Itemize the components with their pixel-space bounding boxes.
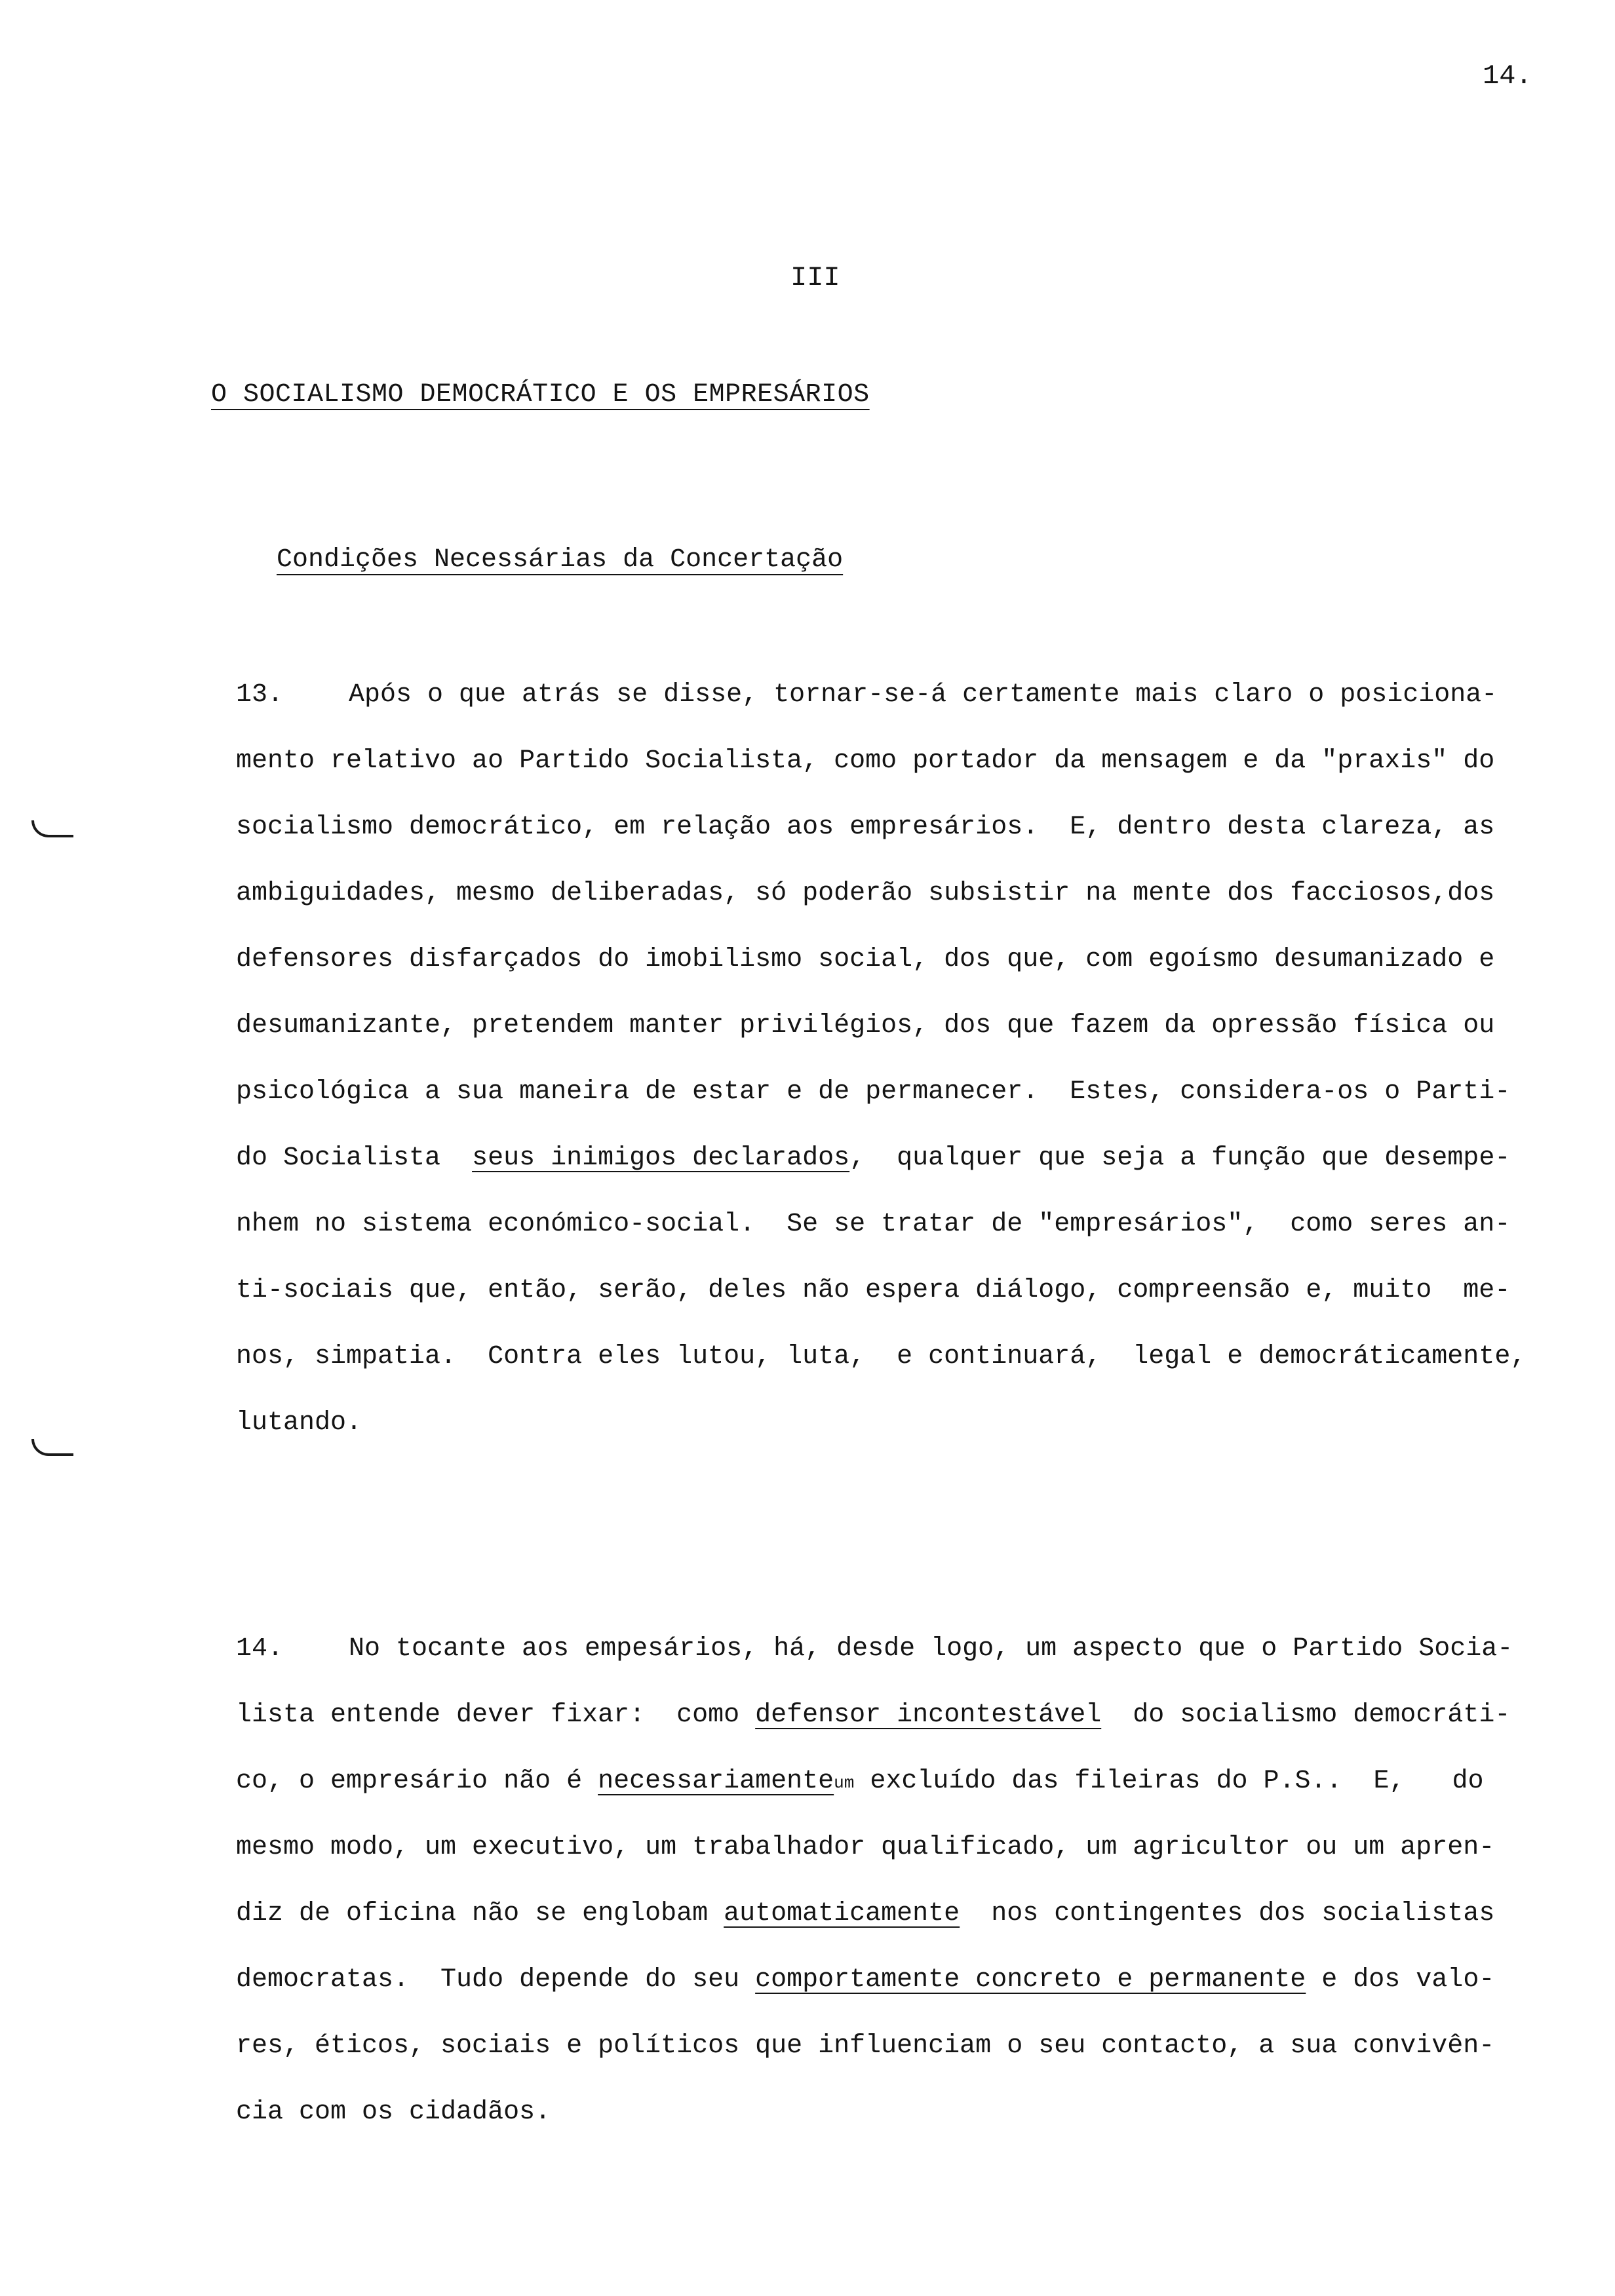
paragraph-number: 13.: [236, 680, 284, 710]
paragraph-line: desumanizante, pretendem manter privilégios, dos que fazem da opressão física ou: [236, 1011, 1495, 1041]
paragraph-line: [236, 1881, 1586, 1947]
section-title: O SOCIALISMO DEMOCRÁTICO E OS EMPRESÁRIOS: [211, 380, 870, 410]
paragraph-line: nhem no sistema económico-social. Se se tratar de "empresários", como seres an-: [236, 1210, 1511, 1239]
paragraph-line: socialismo democrático, em relação aos empresários. E, dentro desta clareza, as: [236, 813, 1495, 842]
part-heading: III: [790, 262, 840, 294]
margin-check-mark: [31, 820, 73, 837]
paragraph-line: [236, 1616, 1586, 1682]
line-text: diz de oficina não se englobam: [236, 1899, 724, 1928]
paragraph-line: defensores disfarçados do imobilismo social, dos que, com egoísmo desumanizado e: [236, 945, 1495, 974]
paragraph-line: cia com os cidadãos.: [236, 2097, 551, 2127]
paragraph-14: [236, 1616, 1586, 2145]
paragraph-line: psicológica a sua maneira de estar e de permanecer. Estes, considera-os o Parti-: [236, 1077, 1511, 1107]
subsection-title: Condições Necessárias da Concertação: [277, 545, 844, 575]
paragraph-line: [236, 662, 1586, 728]
line-text: do Socialista: [236, 1143, 473, 1173]
page-number: 14.: [1483, 60, 1532, 92]
underlined-phrase: automaticamente: [724, 1899, 960, 1928]
underlined-phrase: seus inimigos declarados: [472, 1143, 850, 1173]
line-text: lista entende dever fixar: como: [236, 1700, 756, 1730]
paragraph-line: res, éticos, sociais e políticos que influenciam o seu contacto, a sua convivên-: [236, 2031, 1495, 2061]
paragraph-line: mesmo modo, um executivo, um trabalhador qualificado, um agricultor ou um apren-: [236, 1833, 1495, 1862]
line-text: excluído das fileiras do P.S.. E, do: [854, 1767, 1484, 1796]
paragraph-line: [236, 1947, 1586, 2013]
line-text: e dos valo-: [1306, 1965, 1495, 1995]
line-text: nos contingentes dos socialistas: [960, 1899, 1495, 1928]
line-text: Após o que atrás se disse, tornar-se-á certamente mais claro o posiciona-: [349, 680, 1498, 710]
line-text: , qualquer que seja a função que desempe-: [849, 1143, 1511, 1173]
margin-check-mark: [31, 1439, 73, 1456]
line-text: do socialismo democráti-: [1101, 1700, 1511, 1730]
underlined-phrase: defensor incontestável: [755, 1700, 1102, 1730]
underlined-phrase: comportamente concreto e permanente: [755, 1965, 1306, 1995]
line-text: No tocante aos empesários, há, desde logo, um aspecto que o Partido Socia-: [349, 1634, 1513, 1664]
paragraph-line: ambiguidades, mesmo deliberadas, só poderão subsistir na mente dos facciosos,dos: [236, 879, 1495, 908]
paragraph-line: mento relativo ao Partido Socialista, como portador da mensagem e da "praxis" do: [236, 746, 1495, 776]
line-text: democratas. Tudo depende do seu: [236, 1965, 756, 1995]
paragraph-line: nos, simpatia. Contra eles lutou, luta, e continuará, legal e democráticamente,: [236, 1342, 1527, 1371]
underlined-phrase: necessariamente: [598, 1767, 834, 1796]
inserted-word: um: [834, 1773, 855, 1793]
paragraph-13: [236, 662, 1586, 1456]
paragraph-line: [236, 1682, 1586, 1748]
paragraph-line: [236, 1125, 1586, 1191]
paragraph-line: [236, 1748, 1586, 1814]
line-text: co, o empresário não é: [236, 1767, 598, 1796]
paragraph-number: 14.: [236, 1634, 284, 1664]
paragraph-line: lutando.: [236, 1408, 362, 1438]
paragraph-line: ti-sociais que, então, serão, deles não espera diálogo, compreensão e, muito me-: [236, 1276, 1511, 1305]
